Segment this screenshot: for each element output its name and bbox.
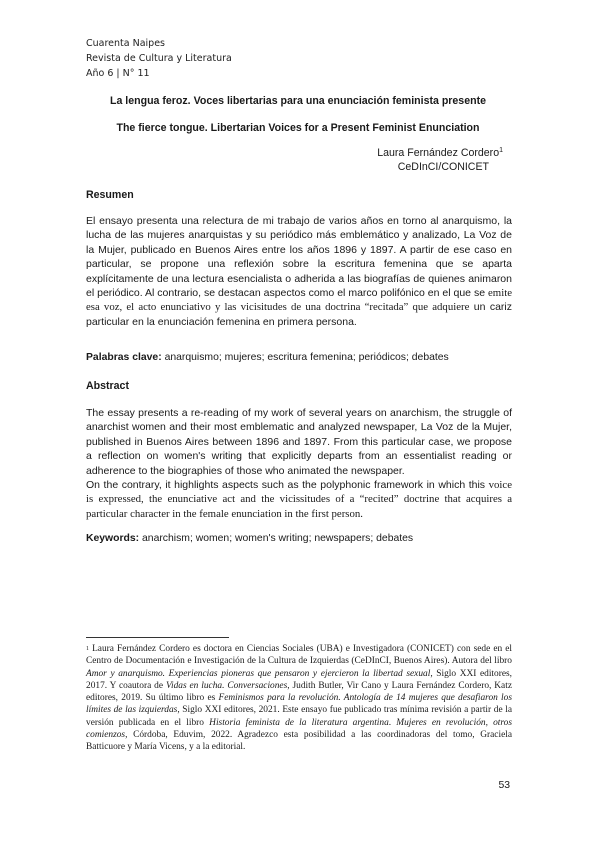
abstract-paragraph-2: On the contrary, it highlights aspects such as the polyphonic framework in which this (86, 479, 486, 492)
footnote-book-title: Amor y anarquismo. Experiencias pioneras que pensaron y ejercieron la libertad sexual (86, 668, 431, 679)
footnote-mark: 1 (86, 646, 89, 652)
journal-header (86, 36, 232, 81)
footnote-text: Laura Fernández Cordero es doctora en Ciencias Sociales (UBA) e Investigadora (CONICET) con sede en el Centro de Documentación e Investigación de la Cultura de Izquierdas (CeDInCI, Buenos Aires). Autora del libro (86, 644, 513, 667)
footnote-reference[interactable]: 1 (499, 147, 503, 154)
resumen-text-serif: emite esa voz, el acto enunciativo y las vicisitudes de una doctrina “recitada” que adquiere (86, 287, 512, 314)
author-institution: CeDInCI/CONICET (397, 161, 489, 173)
abstract-paragraph-1: The essay presents a re-reading of my work of several years on anarchism, the struggle of anarchist women and their most emblematic and analyzed newspaper, La Voz de la Mujer, published in Buenos Aires between 1896 and 1897. From this particular case, we propose a reflection on women's writing that explicitly departs from an essentialist reading or adherence to the biographies of those who animated the newspaper. (86, 407, 512, 477)
footnote-text: , Córdoba, Eduvim, 2022. Agradezco esta posibilidad a las coordinadoras del tomo, Graciela Batticuore y María Vicens, y a la editorial. (86, 730, 512, 753)
footnote-text: , Judith Butler, Vir Cano y Laura Fernández Cordero, Katz editores, 2019. Su último libro es (86, 680, 512, 704)
author-block (377, 146, 503, 174)
abstract-body (86, 406, 512, 521)
palabras-clave-label: Palabras clave: (86, 352, 162, 363)
palabras-clave (86, 352, 449, 363)
journal-issue: Año 6 | N° 11 (86, 68, 150, 79)
article-title-es: La lengua feroz. Voces libertarias para una enunciación feminista presente (109, 95, 486, 107)
footnote-book-title: Historia feminista de la literatura argentina (209, 717, 389, 728)
footnote-text: , Siglo XXI editores, 2017. Y coautora de (86, 668, 513, 691)
abstract-heading: Abstract (86, 380, 129, 392)
resumen-body (86, 214, 512, 329)
footnote-text: , Siglo XXI editores, 2021. Este ensayo fue publicado tras mínima revisión a partir de la versión publicada en el libro (86, 705, 512, 728)
keywords-value: anarchism; women; women's writing; newspapers; debates (142, 533, 414, 544)
resumen-heading: Resumen (86, 189, 134, 201)
footnote (86, 643, 512, 754)
palabras-clave-value: anarquismo; mujeres; escritura femenina; periódicos; debates (164, 352, 449, 363)
footnote-book-title: Vidas en lucha. Conversaciones (165, 680, 288, 691)
article-title-en: The fierce tongue. Libertarian Voices for a Present Feminist Enunciation (116, 122, 480, 134)
author-name: Laura Fernández Cordero (377, 147, 500, 159)
journal-name: Cuarenta Naipes (86, 38, 165, 49)
footnote-book-title: Mujeres en revolución, otros comienzos (86, 717, 513, 741)
journal-subtitle: Revista de Cultura y Literatura (86, 53, 232, 64)
keywords-label: Keywords: (86, 533, 140, 544)
resumen-text: El ensayo presenta una relectura de mi trabajo de varios años en torno al anarquismo, la lucha de las mujeres anarquistas y su periódico más emblemático y analizado, La Voz de la Mujer, publicado en Buenos Aires entre los años 1896 y 1897. A partir de ese caso en particular, se propone una reflexión sobre la escritura femenina que se aparta explícitamente de una lectura esencialista o adherida a las biografías de quienes animaron el periódico. Al contrario, se destacan aspectos como el marco polifónico en el que se (86, 215, 512, 300)
page-number: 53 (498, 780, 510, 791)
footnote-book-title: Feminismos para la revolución. Antología de 14 mujeres que desafiaron los límites de las izquierdas (86, 693, 513, 716)
keywords (86, 533, 413, 544)
abstract-paragraph-2-serif: voice is expressed, the enunciative act and the vicissitudes of a “recited” doctrine that acquires a particular character in the female enunciation in the first person. (86, 479, 513, 520)
footnote-text: . (388, 717, 392, 728)
footnote-divider (86, 637, 229, 638)
resumen-text-end: un cariz particular en la enunciación femenina en primera persona. (86, 301, 512, 328)
